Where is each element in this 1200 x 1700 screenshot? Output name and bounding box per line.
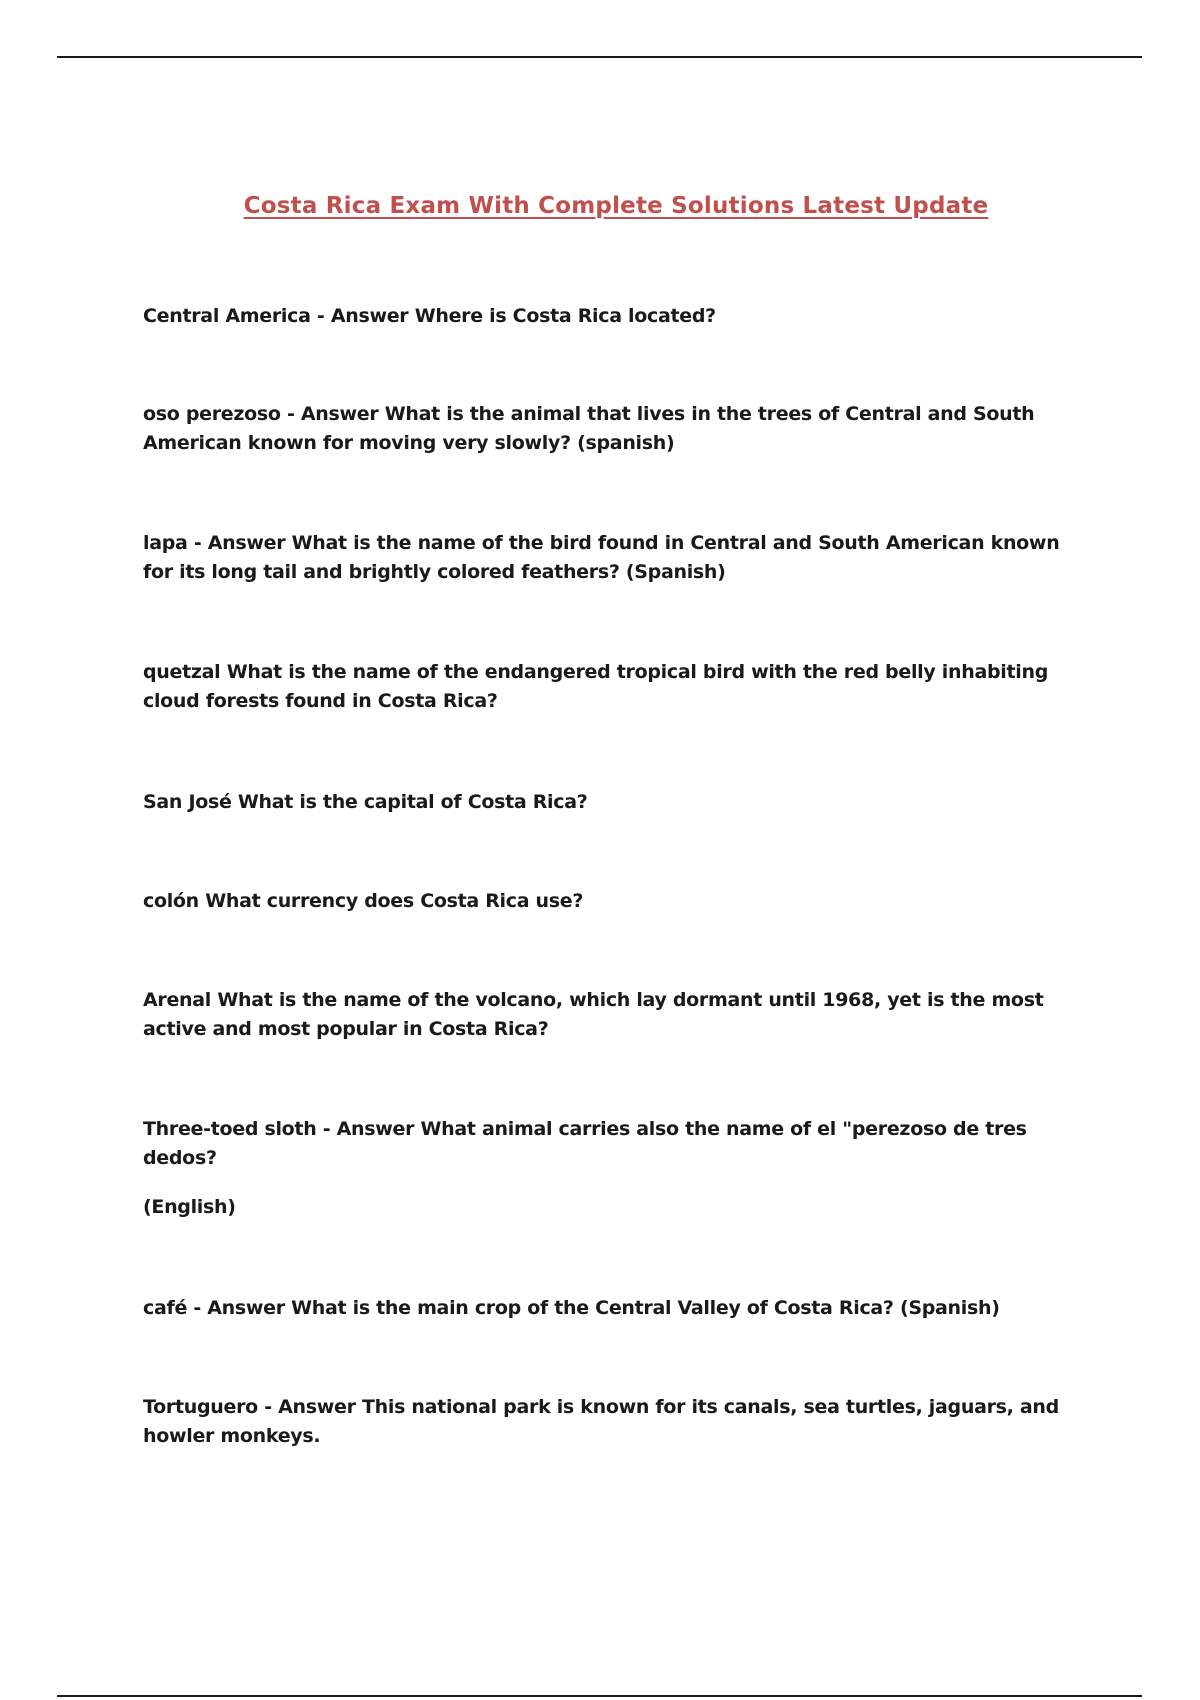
qa-item-1: Central America - Answer Where is Costa Rica located? — [143, 305, 716, 327]
qa-item-2: oso perezoso - Answer What is the animal that lives in the trees of Central and South American known for moving very slowly? (spanish) — [143, 403, 1035, 454]
qa-item-4: quetzal What is the name of the endangered tropical bird with the red belly inhabiting cloud forests found in Costa Rica? — [143, 661, 1048, 712]
bottom-rule — [57, 1695, 1142, 1697]
qa-item-8-text: Three-toed sloth - Answer What animal carries also the name of el "perezoso de tres dedos? — [143, 1118, 1027, 1169]
qa-item-8-note: (English) — [143, 1196, 236, 1218]
qa-item-6: colón What currency does Costa Rica use? — [143, 890, 584, 912]
page-title: Costa Rica Exam With Complete Solutions Latest Update — [243, 193, 989, 219]
qa-item-8 — [143, 1115, 1083, 1222]
qa-item-9: café - Answer What is the main crop of the Central Valley of Costa Rica? (Spanish) — [143, 1297, 1000, 1319]
qa-item-7: Arenal What is the name of the volcano, which lay dormant until 1968, yet is the most active and most popular in Costa Rica? — [143, 989, 1044, 1040]
top-rule — [57, 56, 1142, 58]
qa-item-5: San José What is the capital of Costa Rica? — [143, 791, 588, 813]
qa-item-3: lapa - Answer What is the name of the bird found in Central and South American known for its long tail and brightly colored feathers? (Spanish) — [143, 532, 1060, 583]
qa-item-10: Tortuguero - Answer This national park is known for its canals, sea turtles, jaguars, and howler monkeys. — [143, 1396, 1059, 1447]
